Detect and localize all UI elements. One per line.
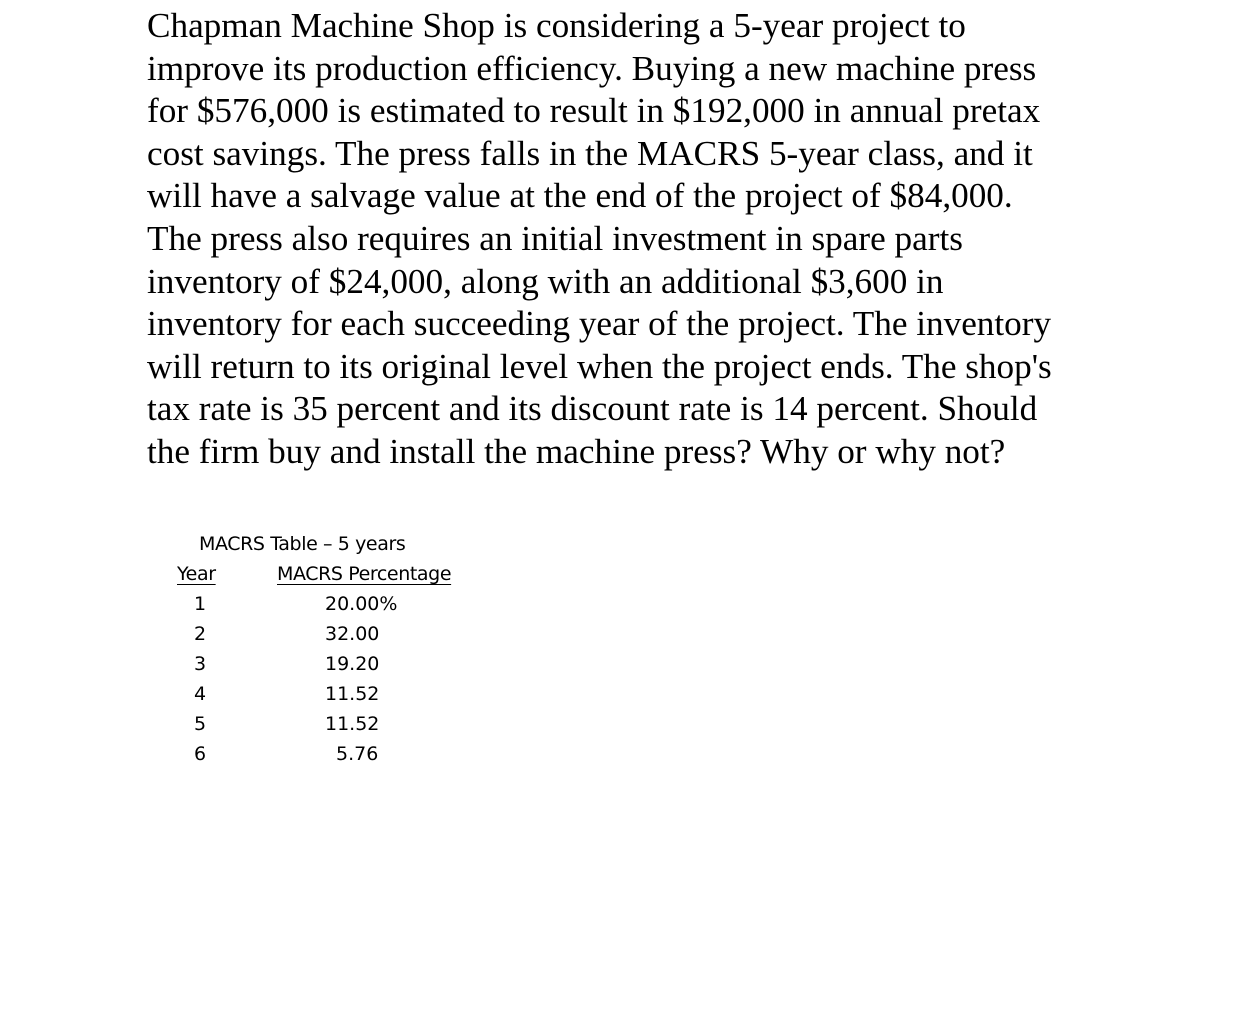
problem-line: the firm buy and install the machine press? Why or why not? <box>147 431 1006 471</box>
percentage-cell: 5.76 <box>336 743 379 765</box>
problem-line: for $576,000 is estimated to result in $192,000 in annual pretax <box>147 91 1041 131</box>
problem-line: improve its production efficiency. Buying a new machine press <box>147 48 1037 88</box>
problem-line: tax rate is 35 percent and its discount rate is 14 percent. Should <box>147 389 1038 429</box>
macrs-table-title: MACRS Table – 5 years <box>199 533 406 555</box>
problem-line: will have a salvage value at the end of the project of $84,000. <box>147 176 1013 216</box>
year-cell: 5 <box>193 713 207 735</box>
year-cell: 3 <box>193 653 207 675</box>
table-row <box>176 683 496 713</box>
problem-line: inventory of $24,000, along with an additional $3,600 in <box>147 261 944 301</box>
problem-line: The press also requires an initial investment in spare parts <box>147 218 963 258</box>
problem-line: will return to its original level when the project ends. The shop's <box>147 346 1052 386</box>
percentage-cell: 20.00% <box>325 593 398 615</box>
table-row <box>176 743 496 773</box>
problem-line: Chapman Machine Shop is considering a 5-year project to <box>147 6 966 45</box>
table-row <box>176 623 496 653</box>
table-row <box>176 653 496 683</box>
table-row <box>176 713 496 743</box>
percentage-column-header: MACRS Percentage <box>277 563 452 585</box>
percentage-cell: 11.52 <box>325 713 380 735</box>
problem-line: cost savings. The press falls in the MACRS 5-year class, and it <box>147 133 1033 173</box>
percentage-cell: 11.52 <box>325 683 380 705</box>
percentage-cell: 32.00 <box>325 623 380 645</box>
year-column-header: Year <box>177 563 216 585</box>
percentage-cell: 19.20 <box>325 653 380 675</box>
year-cell: 4 <box>193 683 207 705</box>
year-cell: 2 <box>193 623 207 645</box>
macrs-table-body <box>176 593 496 773</box>
year-cell: 1 <box>193 593 207 615</box>
year-cell: 6 <box>193 743 207 765</box>
problem-line: inventory for each succeeding year of the project. The inventory <box>147 304 1052 344</box>
problem-statement <box>147 5 1107 474</box>
table-row <box>176 593 496 623</box>
